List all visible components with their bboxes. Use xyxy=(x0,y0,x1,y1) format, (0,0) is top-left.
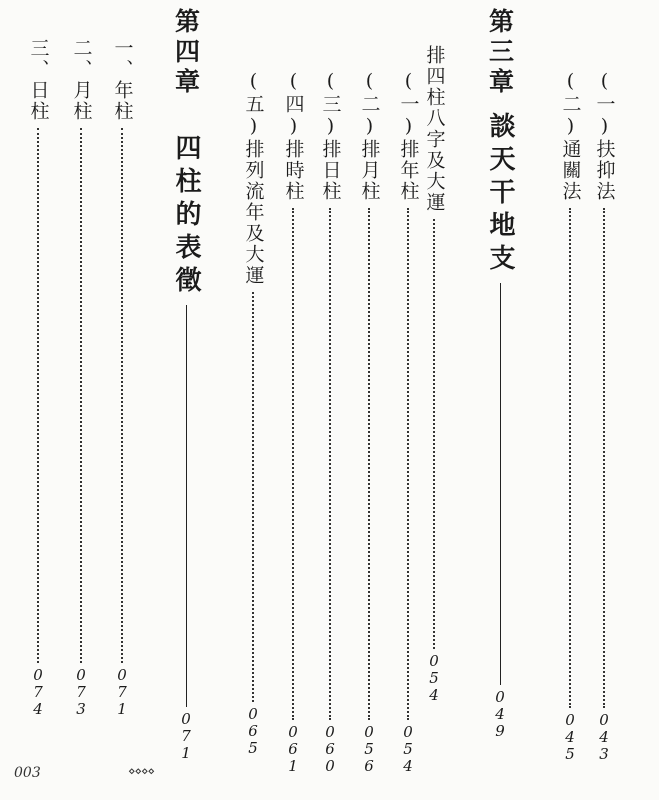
page-number: 003 xyxy=(14,765,41,781)
entry-page: 0 6 5 xyxy=(248,705,258,757)
toc-entry-year-pillar xyxy=(110,38,134,718)
section-label: 排四柱八字及大運 xyxy=(423,45,446,213)
entry-page: 0 4 5 xyxy=(565,711,575,763)
toc-subentry-month xyxy=(357,70,381,775)
chapter-4-heading xyxy=(170,8,202,762)
entry-label: (五)排列流年及大運 xyxy=(242,70,265,286)
entry-page: 0 6 1 xyxy=(288,723,298,775)
chapter-3-heading xyxy=(484,8,516,740)
entry-label: (二)通關法 xyxy=(559,70,582,202)
chapter-title: 談天干地支 xyxy=(485,112,515,277)
entry-label: 一、年柱 xyxy=(111,38,134,122)
toc-subentry-day xyxy=(318,70,342,775)
entry-label: 二、月柱 xyxy=(70,38,93,122)
toc-subentry-flow xyxy=(241,70,265,757)
entry-label: (三)排日柱 xyxy=(319,70,342,202)
chapter-number: 第四章 xyxy=(171,8,201,98)
entry-page: 0 7 4 xyxy=(33,666,43,718)
chapter-title: 四柱的表徵 xyxy=(171,134,201,299)
toc-subentry-hour xyxy=(281,70,305,775)
chapter-page: 0 4 9 xyxy=(495,688,505,740)
entry-label: (二)排月柱 xyxy=(358,70,381,202)
entry-page: 0 5 6 xyxy=(364,723,374,775)
chapter-page: 0 7 1 xyxy=(181,710,191,762)
toc-entry-month-pillar xyxy=(69,38,93,718)
toc-entry-tongguan xyxy=(558,70,582,763)
entry-label: (一)排年柱 xyxy=(397,70,420,202)
toc-subentry-year xyxy=(396,70,420,775)
section-page: 0 5 4 xyxy=(429,652,439,704)
entry-page: 0 7 3 xyxy=(76,666,86,718)
entry-page: 0 6 0 xyxy=(325,723,335,775)
entry-page: 0 4 3 xyxy=(599,711,609,763)
toc-entry-day-pillar xyxy=(26,38,50,718)
entry-label: (一)扶抑法 xyxy=(593,70,616,202)
chapter-number: 第三章 xyxy=(485,8,515,98)
entry-label: 三、日柱 xyxy=(27,38,50,122)
ornament-divider: ⋄⋄⋄⋄ xyxy=(128,764,155,778)
entry-label: (四)排時柱 xyxy=(282,70,305,202)
toc-entry-fuyi xyxy=(592,70,616,763)
toc-section xyxy=(422,45,446,704)
entry-page: 0 7 1 xyxy=(117,666,127,718)
entry-page: 0 5 4 xyxy=(403,723,413,775)
